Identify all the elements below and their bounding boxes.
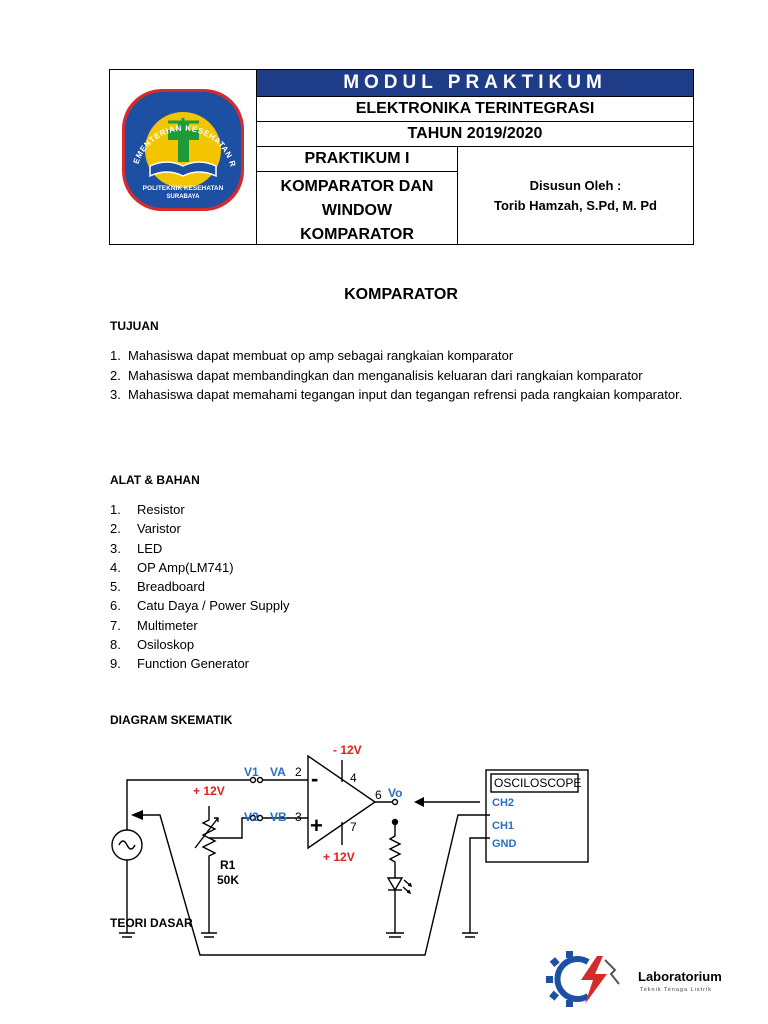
list-item: 4. OP Amp(LM741)	[110, 559, 234, 575]
r1-label: R1	[220, 858, 236, 872]
subject-title: ELEKTRONIKA TERINTEGRASI	[257, 97, 693, 122]
logo-city-text: SURABAYA	[166, 194, 200, 200]
logo-cell	[110, 70, 257, 244]
va-label: VA	[270, 765, 286, 779]
practicum-cell	[257, 147, 458, 244]
practicum-topic	[257, 175, 457, 247]
theory-heading: TEORI DASAR	[110, 916, 193, 930]
list-item: 7. Multimeter	[110, 617, 198, 633]
tools-list	[110, 500, 289, 674]
lab-logo-name: Laboratorium	[638, 969, 722, 984]
vo-label: Vo	[388, 786, 403, 800]
page-title: KOMPARATOR	[344, 286, 458, 303]
list-item: 2. Mahasiswa dapat membandingkan dan menganalisis keluaran dari rangkaian komparator	[110, 367, 643, 383]
topic-line: KOMPARATOR	[300, 226, 414, 243]
ch1-label: CH1	[492, 820, 515, 832]
list-item: 2. Varistor	[110, 521, 181, 537]
schematic-heading: DIAGRAM SKEMATIK	[110, 713, 233, 727]
pos-supply-label-bottom: + 12V	[323, 850, 355, 864]
objectives-heading: TUJUAN	[110, 319, 159, 333]
logo-bottom-text: POLITEKNIK KESEHATAN	[142, 185, 224, 192]
v2-label: V2	[244, 810, 259, 824]
tools-heading: ALAT & BAHAN	[110, 473, 200, 487]
ch2-label: CH2	[492, 797, 515, 809]
list-item: 3. Mahasiswa dapat memahami tegangan input dan tegangan refrensi pada rangkaian komparator.	[110, 387, 683, 402]
pos-supply-label-top: + 12V	[193, 784, 225, 798]
topic-line: KOMPARATOR DAN	[280, 178, 434, 195]
author-label: Disusun Oleh :	[529, 177, 622, 193]
kemenkes-logo	[110, 70, 256, 244]
pin-7-label: 7	[350, 820, 357, 834]
r1-value-label: 50K	[217, 873, 240, 887]
pin-3-label: 3	[295, 810, 302, 824]
practicum-number: PRAKTIKUM I	[257, 147, 457, 172]
v1-label: V1	[244, 765, 259, 779]
lab-logo	[545, 948, 735, 1010]
list-item: 3. LED	[110, 540, 163, 556]
noninverting-sign: +	[310, 813, 323, 838]
vb-label: VB	[270, 810, 287, 824]
objectives-list	[110, 346, 694, 405]
topic-line: WINDOW	[321, 202, 393, 219]
comparator-schematic	[0, 735, 768, 965]
header-table	[109, 69, 694, 245]
author-cell	[458, 147, 693, 244]
list-item: 1. Resistor	[110, 502, 185, 517]
list-item: 8. Osiloskop	[110, 637, 195, 653]
oscilloscope-label: OSCILOSCOPE	[494, 776, 582, 790]
inverting-sign: -	[311, 766, 319, 791]
pin-2-label: 2	[295, 765, 302, 779]
gnd-label: GND	[492, 838, 517, 850]
neg-supply-label: - 12V	[333, 743, 362, 757]
author-name: Torib Hamzah, S.Pd, M. Pd	[494, 197, 657, 213]
module-title: MODUL PRAKTIKUM	[257, 70, 693, 97]
list-item: 9. Function Generator	[110, 656, 250, 672]
list-item: 6. Catu Daya / Power Supply	[110, 598, 290, 614]
pin-6-label: 6	[375, 788, 382, 802]
academic-year: TAHUN 2019/2020	[257, 122, 693, 147]
list-item: 5. Breadboard	[110, 579, 205, 595]
lab-logo-tagline: Teknik Tenaga Listrik	[640, 987, 712, 993]
list-item: 1. Mahasiswa dapat membuat op amp sebagai rangkaian komparator	[110, 348, 514, 363]
logo-top-text: EMENTERIAN KESEHATAN R	[131, 123, 238, 169]
gear-bolt-icon	[545, 948, 735, 1010]
pin-4-label: 4	[350, 771, 357, 785]
